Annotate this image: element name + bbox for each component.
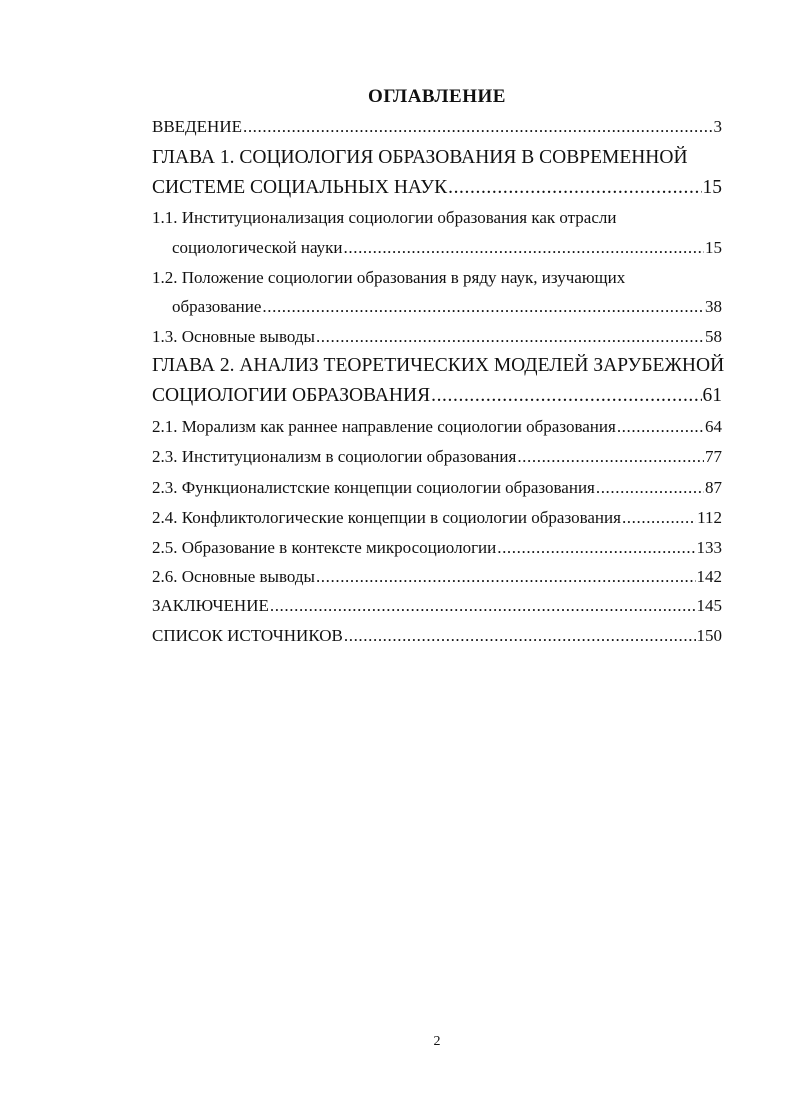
toc-entry-text: социологической науки [172,238,343,257]
toc-entry-page: 61 [702,385,722,406]
toc-entry-text: 2.3. Функционалистские концепции социологии образования [152,478,595,497]
toc-entry-2-6[interactable] [152,566,722,588]
toc-dot-leader [497,537,695,559]
toc-entry-chapter-2-line-1[interactable] [152,355,724,377]
toc-entry-1-1-line-1[interactable] [152,207,616,229]
toc-entry-text: 2.6. Основные выводы [152,567,315,586]
toc-entry-page: 150 [696,626,722,645]
toc-entry-chapter-2[interactable] [152,385,722,407]
toc-entry-text: ВВЕДЕНИЕ [152,117,242,136]
toc-entry-text: 1.3. Основные выводы [152,327,315,346]
toc-entry-2-3[interactable] [152,477,722,499]
toc-entry-text: 2.3. Институционализм в социологии образования [152,447,517,466]
toc-entry-2-5[interactable] [152,537,722,559]
toc-dot-leader [617,416,704,438]
toc-entry-text: 1.2. Положение социологии образования в ряду наук, изучающих [152,268,626,287]
toc-entry-page: 15 [705,238,722,257]
toc-entry-page: 3 [713,117,722,136]
toc-entry-chapter-1-line-1[interactable] [152,147,688,169]
toc-entry-2-2[interactable] [152,446,722,468]
toc-entry-page: 112 [697,508,722,527]
toc-entry-1-2[interactable] [172,296,722,318]
toc-entry-2-4[interactable] [152,507,722,529]
toc-entry-1-1[interactable] [172,237,722,259]
toc-entry-text: образование [172,297,262,316]
toc-dot-leader [596,477,704,499]
toc-entry-page: 133 [696,538,722,557]
toc-entry-1-2-line-1[interactable] [152,267,625,289]
toc-dot-leader [316,326,704,348]
toc-dot-leader [517,446,704,468]
toc-entry-page: 87 [705,478,722,497]
toc-entry-sources[interactable] [152,625,722,647]
toc-dot-leader [243,116,713,138]
toc-dot-leader [262,296,704,318]
toc-entry-text: ГЛАВА 2. АНАЛИЗ ТЕОРЕТИЧЕСКИХ МОДЕЛЕЙ ЗАРУБЕЖНОЙ [152,355,725,376]
toc-dot-leader [270,595,696,617]
toc-dot-leader [316,566,696,588]
toc-entry-page: 77 [705,447,722,466]
toc-entry-text: 2.1. Морализм как раннее направление социологии образования [152,417,616,436]
toc-entry-text: ГЛАВА 1. СОЦИОЛОГИЯ ОБРАЗОВАНИЯ В СОВРЕМЕННОЙ [152,147,688,168]
toc-entry-page: 64 [705,417,722,436]
toc-entry-conclusion[interactable] [152,595,722,617]
toc-entry-1-3[interactable] [152,326,722,348]
toc-entry-chapter-1[interactable] [152,177,722,199]
toc-entry-text: 2.5. Образование в контексте микросоциологии [152,538,497,557]
toc-entry-page: 58 [705,327,722,346]
toc-dot-leader [344,237,704,259]
page-title: ОГЛАВЛЕНИЕ [368,86,506,107]
toc-entry-text: СИСТЕМЕ СОЦИАЛЬНЫХ НАУК [152,177,448,198]
toc-entry-text: 2.4. Конфликтологические концепции в социологии образования [152,508,621,527]
toc-entry-text: СОЦИОЛОГИИ ОБРАЗОВАНИЯ [152,385,431,406]
toc-entry-2-1[interactable] [152,416,722,438]
toc-dot-leader [344,625,696,647]
toc-entry-page: 15 [702,177,722,198]
toc-entry-introduction[interactable] [152,116,722,138]
toc-entry-text: 1.1. Институционализация социологии образования как отрасли [152,208,617,227]
toc-dot-leader [622,507,696,529]
page-number: 2 [433,1034,441,1049]
toc-entry-page: 38 [705,297,722,316]
toc-entry-page: 142 [696,567,722,586]
toc-entry-text: СПИСОК ИСТОЧНИКОВ [152,626,343,645]
toc-entry-text: ЗАКЛЮЧЕНИЕ [152,596,269,615]
toc-dot-leader [431,385,701,407]
toc-entry-page: 145 [696,596,722,615]
toc-dot-leader [448,177,701,199]
